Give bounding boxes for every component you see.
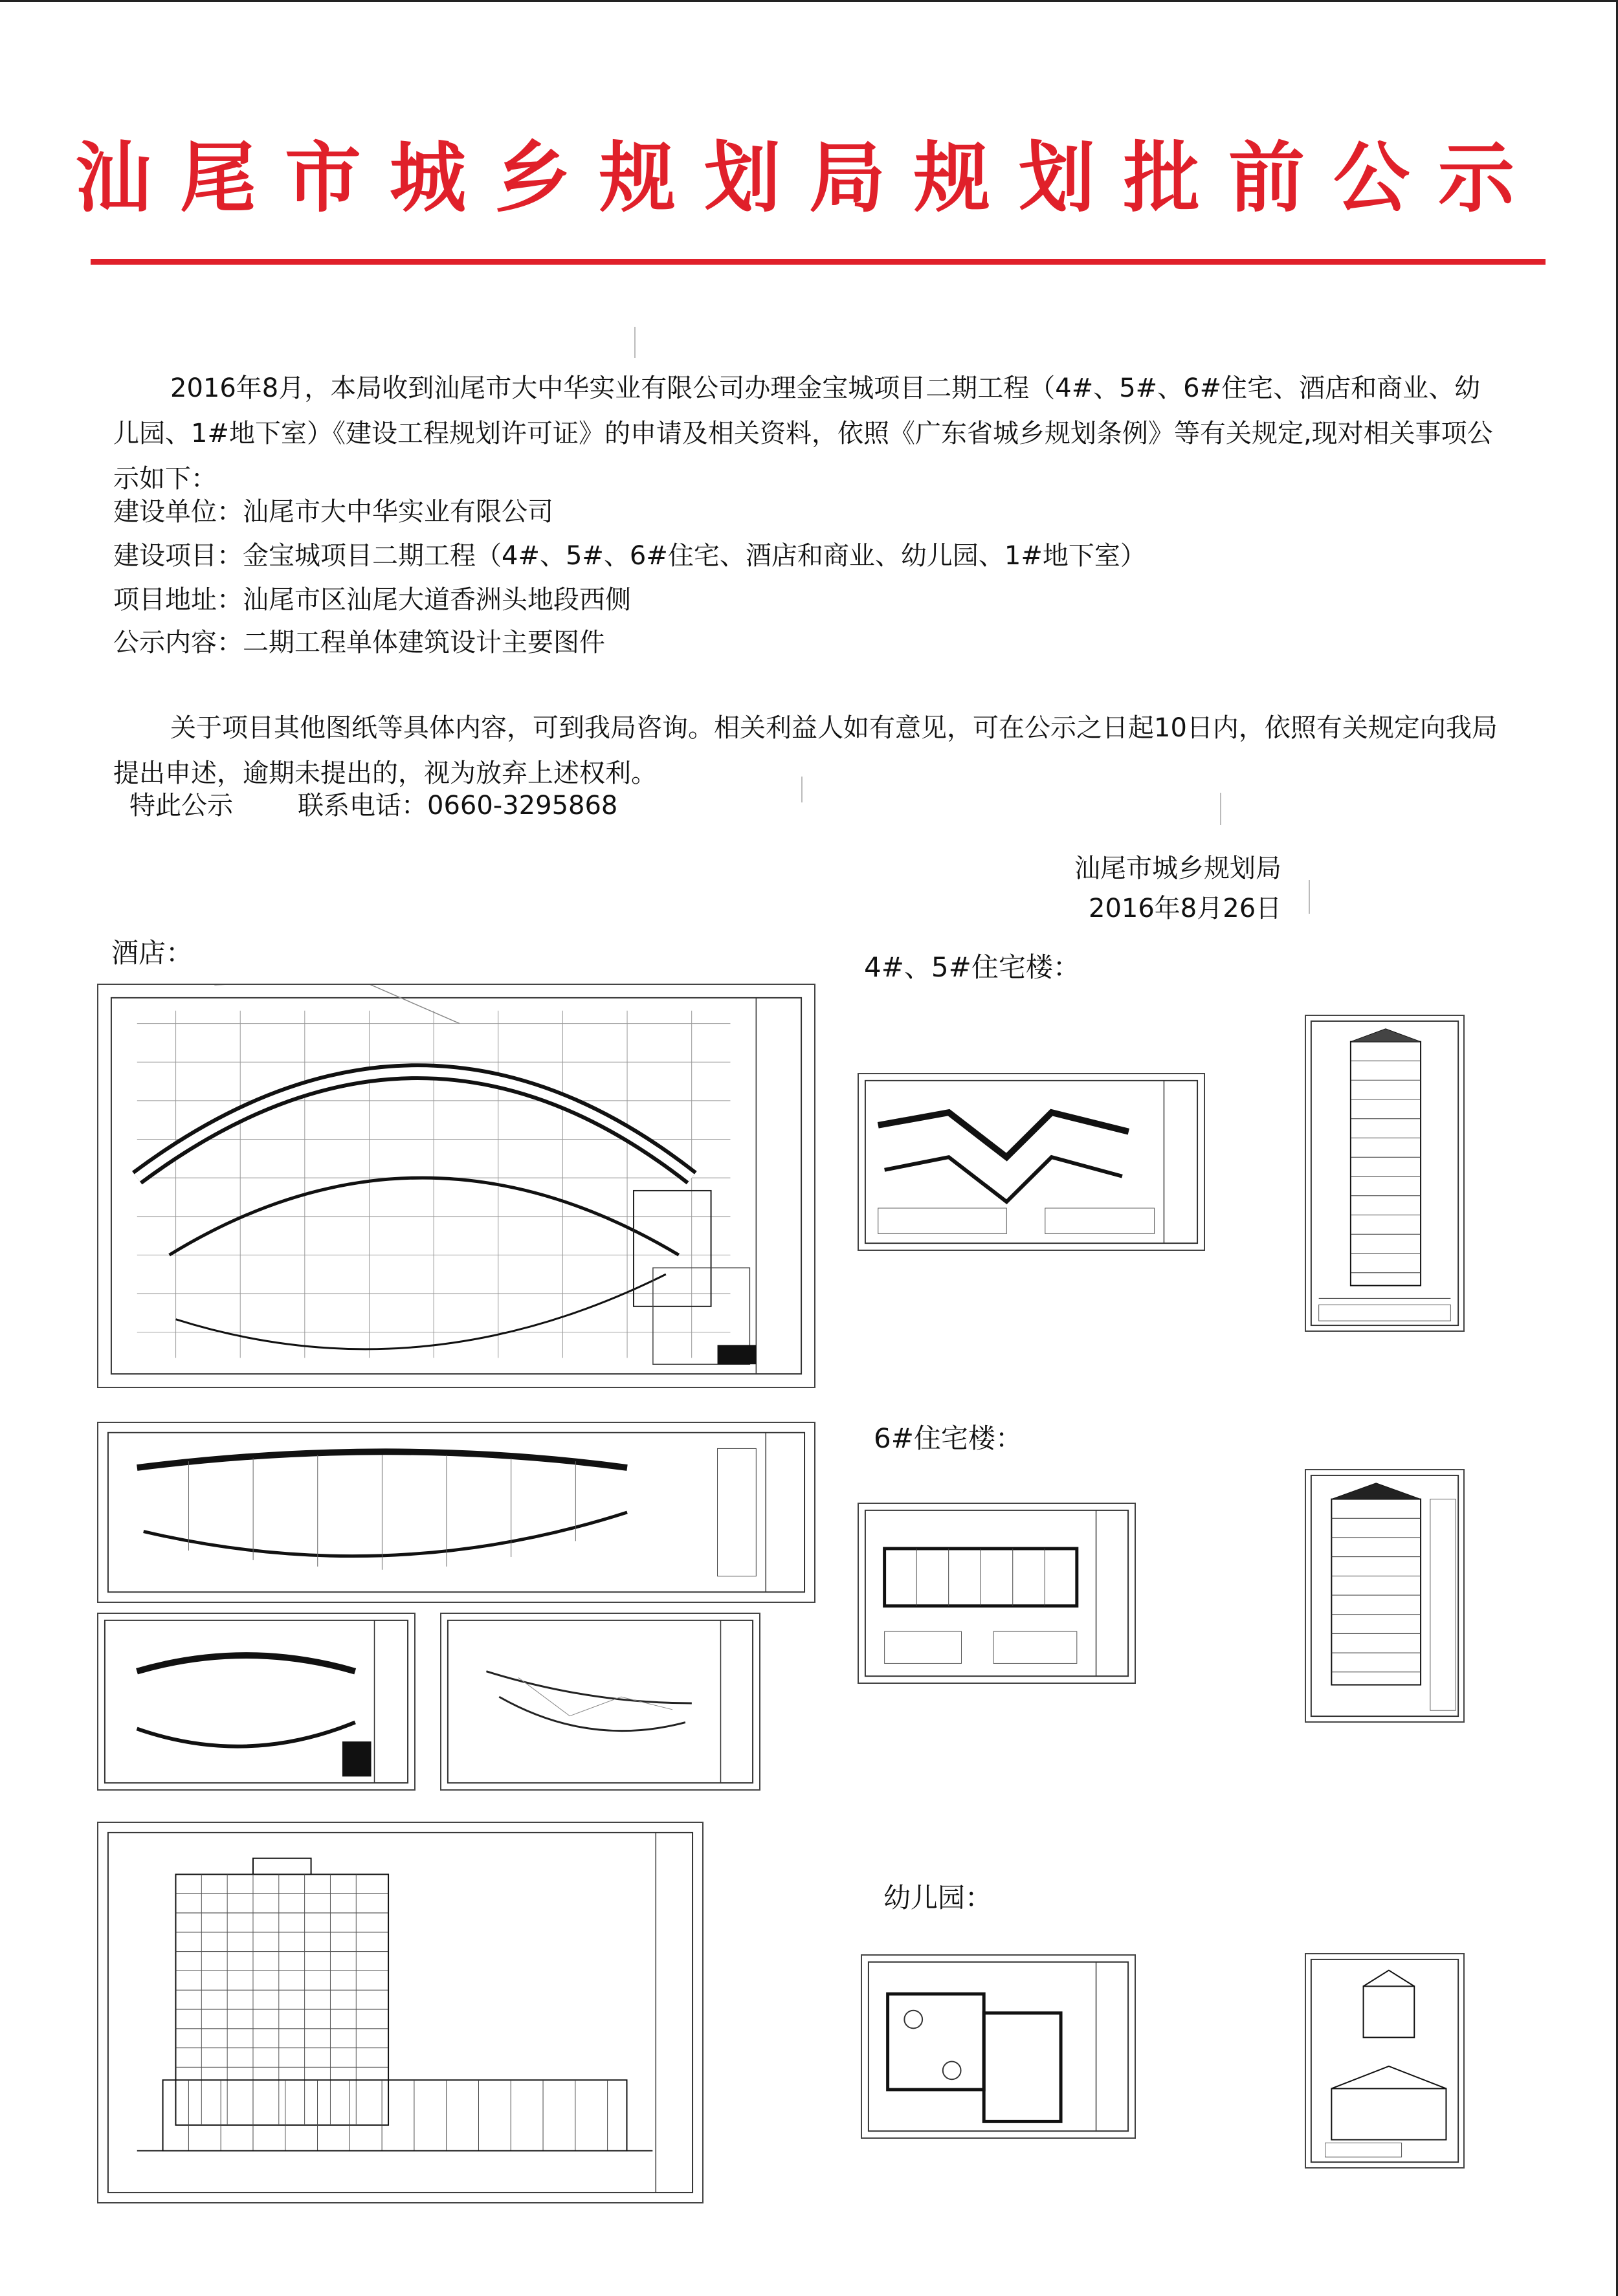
hotel-elevation xyxy=(97,1822,704,2203)
residence-6-floor-plan xyxy=(858,1503,1136,1684)
notice-title: 汕尾市城乡规划局规划批前公示 xyxy=(74,133,1543,223)
section-residence-45: 4#、5#住宅楼： xyxy=(864,951,1080,983)
closing-text: 特此公示 xyxy=(129,791,233,821)
signature-date: 2016年8月26日 xyxy=(1089,894,1282,923)
section-residence-6: 6#住宅楼： xyxy=(874,1422,1023,1454)
scan-mark xyxy=(634,327,636,358)
section-kindergarten: 幼儿园： xyxy=(883,1882,993,1914)
field-builder: 建设单位：汕尾市大中华实业有限公司 xyxy=(113,497,553,527)
scan-mark xyxy=(1309,880,1310,914)
residence-45-elevation xyxy=(1305,1015,1465,1332)
title-divider xyxy=(91,259,1546,265)
field-address: 项目地址：汕尾市区汕尾大道香洲头地段西侧 xyxy=(113,585,631,615)
notice-paragraph: 关于项目其他图纸等具体内容，可到我局咨询。相关利益人如有意见，可在公示之日起10日内，依照有关规定向我局提出申述，逾期未提出的，视为放弃上述权利。 xyxy=(113,713,1498,788)
contact-phone: 联系电话：0660-3295868 xyxy=(298,791,618,821)
field-content: 公示内容：二期工程单体建筑设计主要图件 xyxy=(113,628,605,657)
hotel-upper-floor-plan xyxy=(97,1422,815,1603)
kindergarten-floor-plan xyxy=(861,1954,1136,2139)
intro-paragraph: 2016年8月，本局收到汕尾市大中华实业有限公司办理金宝城项目二期工程（4#、5#、6#住宅、酒店和商业、幼儿园、1#地下室）《建设工程规划许可证》的申请及相关资料，依照《广东省城乡规划条例》等有关规定,现对相关事项公示如下： xyxy=(113,373,1493,494)
residence-6-elevation xyxy=(1305,1469,1465,1723)
hotel-roof-plan xyxy=(440,1613,760,1791)
signature-org: 汕尾市城乡规划局 xyxy=(1074,854,1281,883)
hotel-room-floor-plan xyxy=(97,1613,416,1791)
field-project: 建设项目：金宝城项目二期工程（4#、5#、6#住宅、酒店和商业、幼儿园、1#地下室） xyxy=(113,541,1146,571)
kindergarten-elevation xyxy=(1305,1953,1465,2169)
hotel-ground-floor-plan xyxy=(97,984,815,1388)
scan-mark xyxy=(1220,793,1221,825)
residence-45-floor-plan xyxy=(858,1073,1205,1251)
section-hotel: 酒店： xyxy=(111,937,194,969)
